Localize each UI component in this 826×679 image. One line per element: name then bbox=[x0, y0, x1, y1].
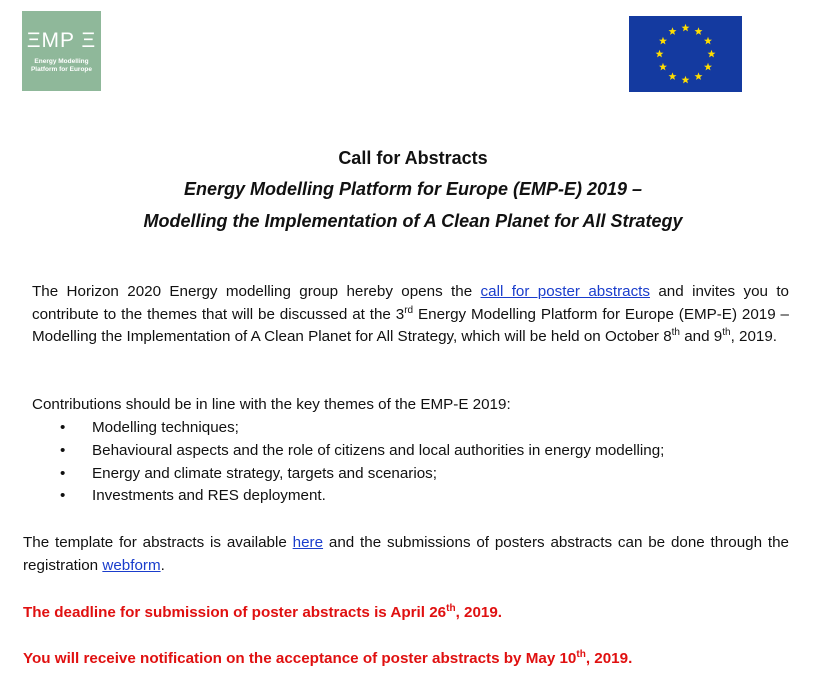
star-icon bbox=[659, 37, 667, 45]
notification-notice bbox=[23, 650, 632, 667]
theme-text: Investments and RES deployment. bbox=[92, 487, 326, 505]
template-text: and the submissions of posters abstracts can be done through the registration bbox=[23, 534, 790, 574]
template-here-link[interactable]: here bbox=[292, 534, 324, 551]
star-icon bbox=[704, 37, 712, 45]
ordinal-suffix: th bbox=[671, 326, 680, 338]
deadline-notice bbox=[23, 604, 502, 621]
emp-e-logo-mark: ΞMP Ξ bbox=[26, 29, 97, 52]
theme-text: Modelling techniques; bbox=[92, 419, 239, 436]
star-icon bbox=[695, 27, 703, 35]
registration-webform-link[interactable]: webform bbox=[102, 556, 161, 574]
event-subtitle: Modelling the Implementation of A Clean Planet for All Strategy bbox=[143, 211, 683, 231]
intro-text: and 9 bbox=[679, 328, 723, 345]
bullet-icon: • bbox=[60, 464, 66, 482]
ordinal-suffix: th bbox=[576, 648, 586, 660]
themes-list bbox=[56, 417, 796, 508]
deadline-text: , 2019. bbox=[455, 604, 503, 621]
page-title: Call for Abstracts bbox=[338, 148, 488, 168]
bullet-icon: • bbox=[60, 441, 66, 459]
intro-text: Energy Modelling Platform for Europe (EMP-E) 2019 – Modelling the Implementation of A Clean Planet for All Strategy, which will be held on October 8 bbox=[32, 305, 789, 345]
deadline-text: The deadline for submission of poster abstracts is April 26 bbox=[23, 604, 447, 621]
emp-e-logo-subtitle bbox=[22, 58, 101, 74]
intro-text: , 2019. bbox=[730, 328, 778, 345]
ordinal-suffix: rd bbox=[404, 304, 414, 316]
themes-lead: Contributions should be in line with the key themes of the EMP-E 2019: bbox=[32, 396, 511, 413]
eu-flag-icon bbox=[629, 16, 742, 92]
list-item bbox=[56, 485, 796, 508]
theme-text: Behavioural aspects and the role of citizens and local authorities in energy modelling; bbox=[92, 441, 665, 459]
event-title: Energy Modelling Platform for Europe (EMP-E) 2019 – bbox=[183, 179, 643, 199]
emp-e-logo-line1: Energy Modelling bbox=[34, 58, 89, 65]
template-text: . bbox=[160, 556, 165, 574]
intro-text: and invites you to contribute to the themes that will be discussed at the 3 bbox=[32, 283, 790, 323]
list-item bbox=[56, 440, 796, 463]
star-icon bbox=[659, 63, 667, 71]
list-item bbox=[56, 417, 796, 440]
star-icon bbox=[682, 76, 690, 84]
ordinal-suffix: th bbox=[722, 326, 731, 338]
star-icon bbox=[669, 27, 677, 35]
template-paragraph bbox=[23, 532, 789, 577]
bullet-icon: • bbox=[60, 487, 66, 505]
star-icon bbox=[704, 63, 712, 71]
intro-text: The Horizon 2020 Energy modelling group hereby opens the bbox=[32, 283, 481, 300]
call-for-poster-abstracts-link[interactable]: call for poster abstracts bbox=[480, 283, 650, 300]
star-icon bbox=[708, 50, 716, 58]
star-icon bbox=[656, 50, 664, 58]
theme-text: Energy and climate strategy, targets and scenarios; bbox=[92, 464, 437, 482]
ordinal-suffix: th bbox=[446, 602, 456, 614]
bullet-icon: • bbox=[60, 419, 66, 436]
star-icon bbox=[695, 72, 703, 80]
intro-paragraph bbox=[32, 281, 789, 349]
notification-text: You will receive notification on the acceptance of poster abstracts by May 10 bbox=[23, 650, 577, 667]
notification-text: , 2019. bbox=[585, 650, 633, 667]
emp-e-logo bbox=[22, 11, 101, 91]
star-icon bbox=[669, 72, 677, 80]
star-icon bbox=[682, 24, 690, 32]
emp-e-logo-line2: Platform for Europe bbox=[30, 66, 93, 73]
list-item bbox=[56, 463, 796, 486]
template-text: The template for abstracts is available bbox=[23, 534, 293, 551]
